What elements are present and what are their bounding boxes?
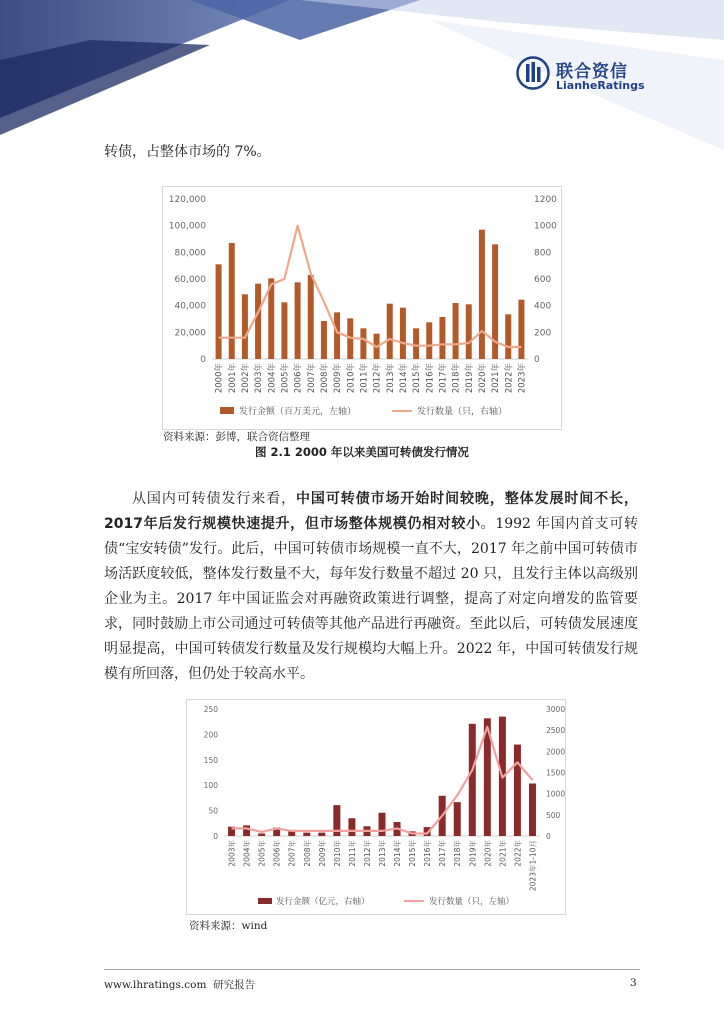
chart2-bar (243, 825, 250, 836)
chart2-x-tick: 2017年 (438, 840, 448, 867)
chart1-bar (426, 322, 432, 359)
chart1-bar (216, 264, 222, 359)
chart2-left-tick: 50 (208, 806, 218, 816)
chart1-right-tick: 400 (534, 301, 552, 312)
chart1-caption: 图 2.1 2000 年以来美国可转债发行情况 (255, 445, 469, 459)
chart2-source: 资料来源：wind (189, 920, 268, 932)
chart2-left-tick: 200 (203, 730, 218, 740)
page-number: 3 (630, 977, 637, 989)
chart2-legend-line-label: 发行数量（只，左轴） (429, 897, 515, 907)
chart2-right-tick: 0 (546, 832, 551, 841)
chart2-x-tick: 2023年1-10月 (528, 840, 538, 892)
chart1-legend-bar-swatch (220, 407, 234, 414)
chart2-x-tick: 2004年 (242, 840, 252, 867)
chart-us-convertible-bonds (162, 186, 562, 430)
chart1-left-tick: 60,000 (174, 275, 206, 285)
chart1-x-tick: 2014年 (398, 363, 409, 394)
chart1-bar (518, 300, 524, 359)
chart1-bar (505, 314, 511, 359)
chart2-left-tick: 150 (203, 755, 218, 765)
chart1-right-tick: 0 (534, 355, 540, 365)
chart1-x-tick: 2012年 (372, 363, 383, 394)
chart1-x-tick: 2023年 (517, 363, 528, 394)
chart2-right-tick: 2500 (546, 726, 566, 736)
intro-fragment: 转债，占整体市场的 7%。 (104, 144, 271, 160)
chart1-x-tick: 2000年 (214, 363, 225, 394)
chart1-x-tick: 2005年 (280, 363, 291, 394)
chart1-bar (308, 275, 314, 359)
chart1-x-tick: 2003年 (254, 363, 265, 394)
chart1-x-tick: 2009年 (333, 363, 344, 394)
logo-mark-icon (516, 56, 550, 90)
chart2-x-tick: 2019年 (468, 840, 478, 867)
chart1-left-tick: 80,000 (174, 248, 206, 259)
chart2-bar (258, 833, 265, 836)
chart2-legend-bar-swatch (258, 898, 272, 904)
chart1-bar (413, 328, 419, 359)
chart1-bar (295, 282, 301, 359)
chart2-x-tick: 2013年 (378, 840, 387, 867)
chart1-right-tick: 200 (534, 328, 552, 339)
chart2-x-tick: 2010年 (332, 840, 342, 867)
chart1-x-tick: 2015年 (412, 363, 423, 394)
chart1-x-tick: 2021年 (491, 363, 502, 394)
chart2-x-tick: 2008年 (302, 840, 312, 867)
chart1-bar (360, 328, 366, 359)
chart1-x-tick: 2017年 (438, 363, 449, 394)
footer-divider (104, 969, 640, 970)
chart2-bar (529, 784, 536, 836)
chart1-bar (466, 304, 472, 359)
footer-left (104, 977, 255, 992)
company-logo (516, 56, 646, 96)
chart2-x-tick: 2005年 (257, 840, 267, 867)
chart1-x-tick: 2004年 (267, 363, 278, 394)
body-bold-text: 中国可转债市场开始时间较晚，整体发展时间不长，2017年后发行规模快速提升，但市场整体规模仍相对较小 (104, 491, 638, 532)
chart1-source: 资料来源：彭博，联合资信整理 (163, 431, 310, 443)
chart2-right-tick: 2000 (546, 747, 566, 757)
chart2-x-tick: 2022年 (513, 840, 523, 867)
body-text-2: 。1992 年国内首支可转债“宝安转债”发行。此后，中国可转债市场规模一直不大，2017 年之前中国可转债市场活跃度较低，整体发行数量不大，每年发行数量不超过 20 只，且发行主体以高级别企业为主。2017 年中国证监会对再融资政策进行调整，提高了对定向增发的监管要求，同时鼓励上市公司通过可转债等其他产品进行再融资。至此以后，可转债发展速度明显提高，中国可转债发行数量及发行规模均大幅上升。2022 年，中国可转债发行规模有所回落，但仍处于较高水平。 (104, 516, 638, 682)
chart2-left-tick: 100 (203, 781, 218, 791)
chart2-x-tick: 2014年 (393, 840, 403, 867)
chart2-right-tick: 1000 (546, 789, 566, 799)
chart1-left-tick: 0 (200, 355, 206, 365)
chart1-left-tick: 120,000 (168, 195, 206, 205)
chart1-bar (400, 308, 406, 359)
footer-label: 研究报告 (213, 979, 256, 991)
chart1-x-tick: 2020年 (477, 363, 488, 394)
chart2-x-tick: 2009年 (317, 840, 327, 867)
chart2-right-tick: 3000 (546, 705, 566, 714)
logo-name-cn: 联合资信 (556, 62, 628, 82)
chart1-bar (453, 303, 459, 359)
chart1-x-tick: 2019年 (464, 363, 475, 394)
chart1-left-tick: 40,000 (174, 301, 206, 312)
body-text-1: 从国内可转债发行来看， (132, 491, 296, 507)
chart1-x-tick: 2016年 (425, 363, 436, 394)
chart2-left-tick: 250 (203, 705, 218, 714)
chart1-bar (439, 317, 445, 359)
chart2-x-tick: 2018年 (453, 840, 463, 867)
chart1-x-tick: 2011年 (359, 363, 370, 394)
footer-site: www.lhratings.com (104, 979, 207, 991)
chart1-right-tick: 800 (534, 248, 552, 259)
chart2-x-tick: 2016年 (423, 840, 433, 867)
chart1-bar (242, 294, 248, 359)
chart2-bar (318, 833, 325, 836)
chart1-bar (281, 302, 287, 359)
logo-name-en: LianheRatings (556, 79, 645, 92)
chart1-left-tick: 100,000 (168, 221, 206, 232)
chart2-x-tick: 2011年 (347, 840, 357, 867)
chart1-x-tick: 2002年 (240, 363, 251, 394)
chart1-x-tick: 2018年 (451, 363, 462, 394)
chart2-bar (303, 833, 310, 836)
chart1-bar (387, 304, 393, 359)
chart1-legend-bar-label: 发行金额（百万美元，左轴） (239, 407, 357, 417)
chart2-bar (469, 724, 476, 836)
chart2-bar (454, 802, 461, 836)
chart1-right-tick: 600 (534, 275, 552, 285)
chart2-left-tick: 0 (213, 832, 218, 841)
chart2-x-tick: 2006年 (272, 840, 282, 867)
chart2-x-tick: 2020年 (483, 840, 493, 867)
chart1-bar (334, 312, 340, 359)
chart2-right-tick: 500 (546, 810, 561, 820)
chart2-x-tick: 2015年 (408, 840, 418, 867)
chart1-x-tick: 2001年 (227, 363, 238, 394)
chart2-bar (288, 831, 295, 836)
chart1-x-tick: 2010年 (346, 363, 357, 394)
chart1-left-tick: 20,000 (174, 328, 206, 339)
chart1-bar (479, 230, 485, 359)
chart2-x-tick: 2003年 (227, 840, 237, 867)
chart1-legend-line-label: 发行数量（只，右轴） (417, 407, 508, 417)
chart1-x-tick: 2008年 (319, 363, 330, 394)
chart1-x-tick: 2007年 (306, 363, 317, 394)
chart1-right-tick: 1200 (534, 195, 557, 205)
chart-china-convertible-bonds (186, 699, 566, 915)
chart2-bar (379, 813, 386, 836)
chart2-right-tick: 1500 (546, 768, 566, 778)
chart1-x-tick: 2013年 (385, 363, 396, 394)
chart1-bar (229, 243, 235, 359)
chart2-bar (348, 818, 355, 836)
chart2-x-tick: 2012年 (362, 840, 372, 867)
chart1-bar (255, 284, 261, 359)
chart1-x-tick: 2022年 (504, 363, 515, 394)
body-paragraph (104, 487, 638, 687)
chart1-right-tick: 1000 (534, 221, 557, 232)
chart2-x-tick: 2007年 (287, 840, 297, 867)
chart2-legend-bar-label: 发行金额（亿元，右轴） (276, 897, 370, 907)
chart1-bar (321, 321, 327, 359)
chart2-bar (514, 745, 521, 836)
chart1-x-tick: 2006年 (293, 363, 304, 394)
chart2-x-tick: 2021年 (498, 840, 508, 867)
